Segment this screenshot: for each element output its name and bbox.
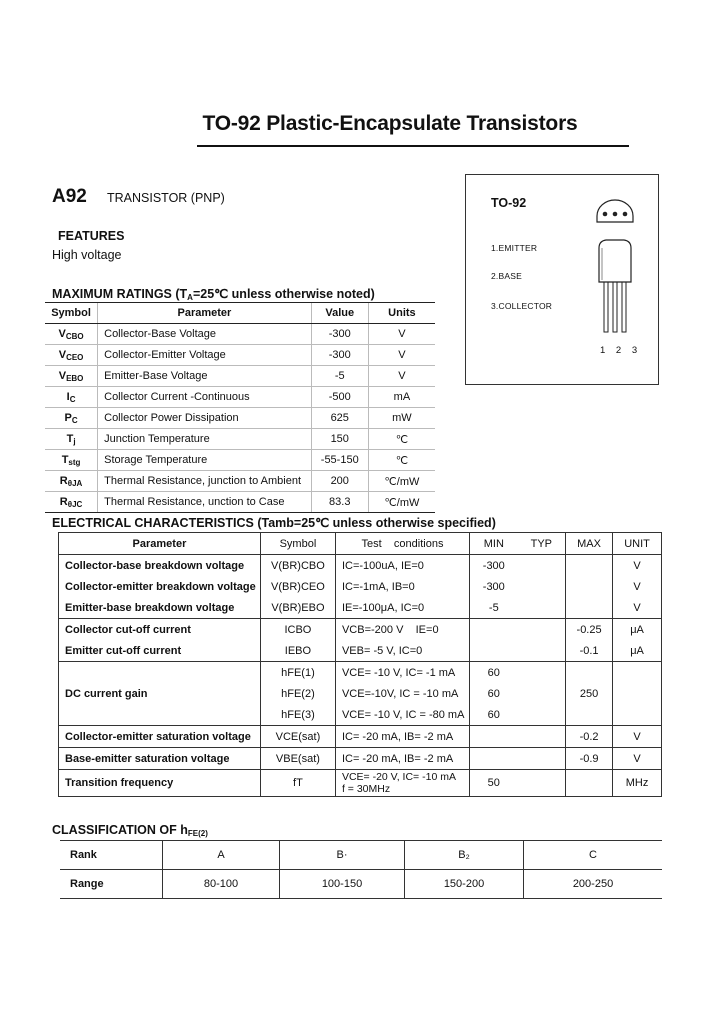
symbol-cell: $I_C$ (45, 387, 98, 408)
table-row: Emitter-base breakdown voltage V(BR)EBO IE=-100μA, IC=0 -5 V (59, 597, 662, 619)
table-row: Collector cut-off current ICBO VCB=-200 V IE=0 -0.25 μA (59, 619, 662, 641)
table-row (45, 450, 435, 471)
table-row: DC current gain hFE(2) VCE=-10V, IC = -10 mA 60 250 (59, 683, 662, 704)
pin-numbers: 1 2 3 (600, 345, 642, 356)
unit-cell: ℃/mW (368, 471, 435, 492)
parameter-cell: Collector-Emitter Voltage (98, 345, 312, 366)
pin-label-emitter: 1.EMITTER (491, 243, 538, 253)
symbol-cell: $T_{stg}$ (45, 450, 98, 471)
pin-dot-1 (603, 212, 608, 217)
range-label: Range (60, 870, 163, 899)
parameter-cell: Collector Current -Continuous (98, 387, 312, 408)
elec-char-heading: ELECTRICAL CHARACTERISTICS (Tamb=25℃ unless otherwise specified) (52, 516, 496, 530)
to92-package-drawing (590, 196, 642, 344)
table-row: Collector-emitter saturation voltage VCE(sat) IC= -20 mA, IB= -2 mA -0.2 V (59, 726, 662, 748)
table-row: Base-emitter saturation voltage VBE(sat) IC= -20 mA, IB= -2 mA -0.9 V (59, 748, 662, 770)
table-row (45, 471, 435, 492)
table-row: hFE(1) VCE= -10 V, IC= -1 mA 60 (59, 662, 662, 684)
value-cell: -500 (311, 387, 368, 408)
value-cell: 625 (311, 408, 368, 429)
parameter-cell: Emitter-Base Voltage (98, 366, 312, 387)
table-row (45, 345, 435, 366)
table-row: hFE(3) VCE= -10 V, IC = -80 mA 60 (59, 704, 662, 726)
table-row: Transition frequency fT VCE= -20 V, IC= -10 mA f = 30MHz 50 MHz (59, 770, 662, 797)
table-row (45, 387, 435, 408)
table-row (45, 366, 435, 387)
parameter-cell: Collector Power Dissipation (98, 408, 312, 429)
classification-heading: CLASSIFICATION OF $h_{FE(2)}$ (52, 823, 208, 838)
col-unit: UNIT (613, 533, 662, 555)
value-cell: -300 (311, 345, 368, 366)
unit-cell: mA (368, 387, 435, 408)
lead-1 (604, 282, 608, 332)
value-cell: -300 (311, 324, 368, 345)
max-ratings-table (45, 302, 435, 513)
unit-cell: ℃ (368, 450, 435, 471)
symbol-cell: $V_{CEO}$ (45, 345, 98, 366)
value-cell: 83.3 (311, 492, 368, 513)
table-row: Collector-emitter breakdown voltage V(BR)CEO IC=-1mA, IB=0 -300 V (59, 576, 662, 597)
table-header-row (59, 533, 662, 555)
features-text: High voltage (52, 248, 122, 262)
symbol-cell: $R_{\theta JC}$ (45, 492, 98, 513)
unit-cell: mW (368, 408, 435, 429)
lead-2 (613, 282, 617, 332)
col-parameter: Parameter (98, 303, 312, 324)
table-row (45, 492, 435, 513)
symbol-cell: $P_C$ (45, 408, 98, 429)
table-row: Range 80-100 100-150 150-200 200-250 (60, 870, 662, 899)
unit-cell: ℃/mW (368, 492, 435, 513)
table-row (45, 408, 435, 429)
col-units: Units (368, 303, 435, 324)
part-type: TRANSISTOR (PNP) (107, 191, 225, 205)
col-typ: TYP (518, 533, 566, 555)
value-cell: -5 (311, 366, 368, 387)
symbol-cell: $R_{\theta JA}$ (45, 471, 98, 492)
part-number: A92 (52, 186, 87, 207)
electrical-characteristics-table (58, 532, 662, 797)
table-row (45, 324, 435, 345)
value-cell: 150 (311, 429, 368, 450)
table-row: Collector-base breakdown voltage V(BR)CBO IC=-100uA, IE=0 -300 V (59, 555, 662, 577)
document-title: TO-92 Plastic-Encapsulate Transistors (202, 112, 578, 135)
classification-table (60, 840, 662, 899)
value-cell: -55-150 (311, 450, 368, 471)
unit-cell: V (368, 366, 435, 387)
col-min: MIN (470, 533, 518, 555)
rank-label: Rank (60, 841, 163, 870)
col-max: MAX (566, 533, 613, 555)
symbol-cell: $T_j$ (45, 429, 98, 450)
unit-cell: V (368, 345, 435, 366)
value-cell: 200 (311, 471, 368, 492)
pin-label-base: 2.BASE (491, 271, 522, 281)
parameter-cell: Storage Temperature (98, 450, 312, 471)
pin-dot-2 (613, 212, 618, 217)
col-symbol: Symbol (45, 303, 98, 324)
symbol-cell: $V_{EBO}$ (45, 366, 98, 387)
table-header-row (45, 303, 435, 324)
table-row: Rank A B· B₂ C (60, 841, 662, 870)
package-title: TO-92 (491, 196, 527, 210)
table-row: Emitter cut-off current IEBO VEB= -5 V, IC=0 -0.1 μA (59, 640, 662, 662)
pin-label-collector: 3.COLLECTOR (491, 301, 553, 311)
col-parameter: Parameter (59, 533, 261, 555)
title-underline (197, 145, 629, 147)
table-row (45, 429, 435, 450)
symbol-cell: $V_{CBO}$ (45, 324, 98, 345)
col-symbol: Symbol (260, 533, 335, 555)
parameter-cell: Junction Temperature (98, 429, 312, 450)
lead-3 (622, 282, 626, 332)
pin-dot-3 (623, 212, 628, 217)
unit-cell: ℃ (368, 429, 435, 450)
package-top-view (597, 200, 633, 222)
package-body (599, 240, 631, 282)
parameter-cell: Thermal Resistance, junction to Ambient (98, 471, 312, 492)
max-ratings-heading: MAXIMUM RATINGS ($T_A=25℃$ unless otherwise noted) (52, 287, 375, 302)
features-heading: FEATURES (58, 229, 125, 243)
parameter-cell: Collector-Base Voltage (98, 324, 312, 345)
col-test-conditions: Test conditions (335, 533, 469, 555)
unit-cell: V (368, 324, 435, 345)
col-value: Value (311, 303, 368, 324)
parameter-cell: Thermal Resistance, unction to Case (98, 492, 312, 513)
